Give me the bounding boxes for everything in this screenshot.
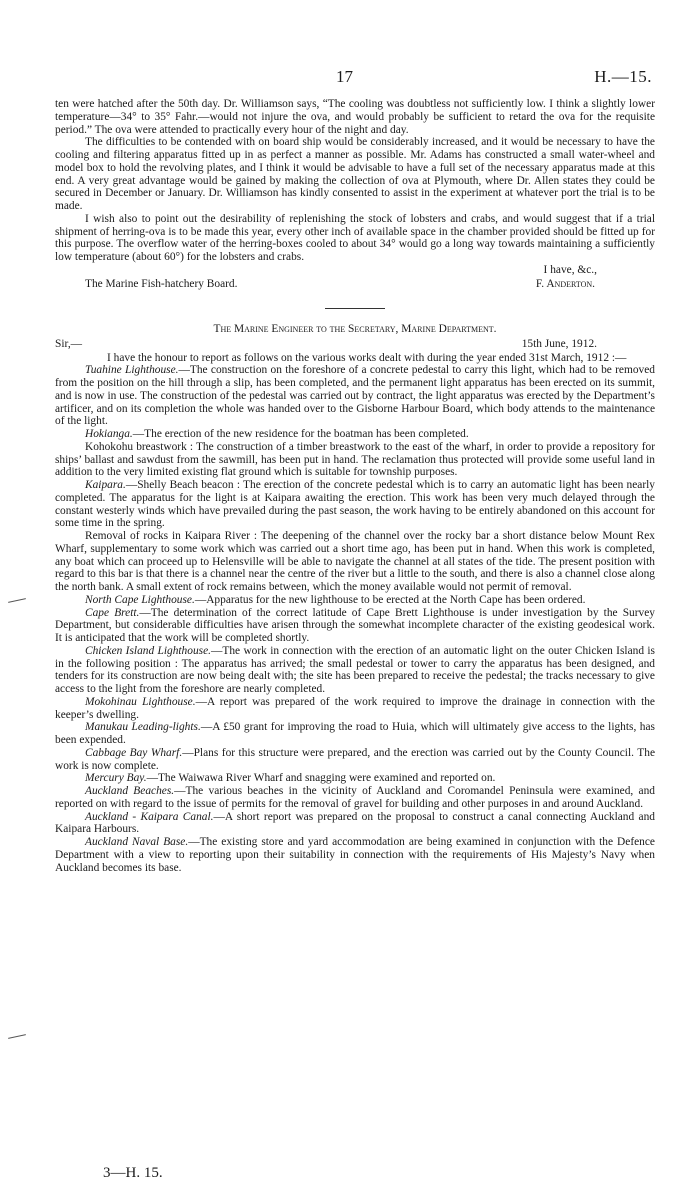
item-text: —Apparatus for the new lighthouse to be erected at the North Cape has been ordered. — [194, 593, 586, 606]
report-item — [55, 364, 655, 428]
item-text: Removal of rocks in Kaipara River : The deepening of the channel over the rocky bar a short distance below Mount Rex Wharf, supplementary to some work which was carried out a short time ago, has been put in hand. When this work is completed, any boat which can proceed up to Helensville will be able to navigate the channel at all states of the tide. The present position with regard to this bar is that there is a channel near the centre of the river but a little to the south, and there is also a channel close along the north bank. A small extent of rock remains between, which the money available would not permit of removal. — [55, 530, 655, 593]
item-text: —Plans for this structure were prepared, and the erection was carried out by the County Council. The work is now complete. — [55, 746, 655, 772]
item-title: Auckland Naval Base. — [85, 836, 189, 848]
page-number: 17 — [336, 67, 353, 86]
item-text: —The determination of the correct latitude of Cape Brett Lighthouse is under investigation by the Survey Department, but considerable difficulties have arisen through the somewhat incomplete character of the existing geodesical work. It is anticipated that the work will be completed shortly. — [55, 606, 655, 644]
item-title: Tuahine Lighthouse. — [85, 364, 179, 377]
letter-anderton — [55, 98, 655, 294]
item-title: Auckland Beaches. — [85, 785, 175, 797]
series-code: H.—15. — [594, 67, 652, 86]
item-title: Cabbage Bay Wharf. — [85, 746, 183, 759]
salutation-row — [55, 338, 655, 352]
item-text: —The Waiwawa River Wharf and snagging were examined and reported on. — [146, 772, 496, 785]
item-text: —The work in connection with the erection of an automatic light on the outer Chicken Island is in the following position : The apparatus has arrived; the small pedestal or tower to carry the apparatus has been designed, and tenders for its construction are now being dealt with; the site has been prepared to receive the pedestal; the tracks necessary to give access to the light from the foreshore are nearly completed. — [55, 644, 655, 695]
report-item — [55, 747, 655, 773]
body-text — [55, 98, 655, 874]
item-title: Mercury Bay. — [85, 772, 147, 785]
report-item — [55, 696, 655, 722]
margin-pen-mark — [8, 1034, 26, 1039]
paragraph: ten were hatched after the 50th day. Dr. Williamson says, “The cooling was doubtless not sufficiently low. I think a slightly lower temperature—34° to 35° Fahr.—would not injure the ova, and would probably be sufficient to retard the ova for the requisite period.” The ova were attended to practically every hour of the night and day. — [55, 98, 655, 136]
item-text: —Shelly Beach beacon : The erection of the concrete pedestal which is to carry an automatic light has been nearly completed. The apparatus for the light is at Kaipara awaiting the erection. This work has been very much delayed through the constant westerly winds which have prevailed during the past season, the work having to be entirely abandoned on this account for some time in the spring. — [55, 479, 655, 530]
footer-code: 3—H. 15. — [103, 1165, 163, 1181]
report-item — [55, 772, 655, 785]
item-title: Manukau Leading-lights. — [85, 721, 201, 734]
paragraph: The difficulties to be contended with on board ship would be considerably increased, and it would be necessary to have the cooling and filtering apparatus fitted up in as perfect a manner as possible. Mr. Adams has constructed a small water-wheel and model box to hold the revolving plates, and I think it would be advisable to have a full set of the necessary apparatus made at this end. A very great advantage would be gained by making the collection of ova at Plymouth, where Dr. Allen states they could be secured in December or January. Dr. Williamson has kindly consented to assist in the experiment at whatever port the trial is to be made. — [55, 136, 655, 212]
letter-heading: The Marine Engineer to the Secretary, Marine Department. — [213, 322, 497, 335]
letter-closing — [55, 264, 655, 294]
addressee: The Marine Fish-hatchery Board. — [85, 277, 238, 290]
item-text: —A report was prepared of the work required to improve the drainage in connection with the keeper’s dwelling. — [55, 695, 655, 721]
letter-marine-engineer — [55, 323, 655, 875]
item-title: Kaipara. — [85, 479, 126, 491]
item-text: Kohokohu breastwork : The construction of a timber breastwork to the east of the wharf, in order to provide a repository for ships’ ballast and sawdust from the sawmill, has been put in hand. The reclamation thus protected will provide some useful land in addition to the very limited existing flat ground which is suitable for township purposes. — [55, 440, 655, 479]
salutation: Sir,— — [55, 337, 83, 350]
report-item — [55, 479, 655, 530]
report-item — [55, 607, 655, 645]
item-title: Chicken Island Lighthouse. — [85, 644, 211, 657]
item-text: —The existing store and yard accommodation are being examined in conjunction with the Defence Department with a view to reporting upon their suitability in connection with the requirements of His Majesty’s Navy when Auckland becomes its base. — [55, 836, 655, 874]
margin-pen-mark — [8, 598, 26, 603]
report-item — [55, 594, 655, 607]
item-title: North Cape Lighthouse. — [85, 593, 195, 606]
report-item — [55, 530, 655, 594]
item-text: —The various beaches in the vicinity of Auckland and Coromandel Peninsula were examined, and reported on with regard to the issue of permits for the removal of gravel for building and other purposes in and around Auckland. — [55, 785, 655, 810]
page-header — [0, 67, 700, 91]
item-text: —A short report was prepared on the proposal to construct a canal connecting Auckland and Kaipara Harbours. — [55, 810, 655, 836]
closing-phrase: I have, &c., — [543, 263, 597, 276]
report-item — [55, 836, 655, 874]
paragraph: I wish also to point out the desirability of replenishing the stock of lobsters and crabs, and would suggest that if a trial shipment of herring-ova is to be made this year, every other inch of available space in the chamber provided should be fitted up for this purpose. The overflow water of the herring-boxes cooled to about 34° would go a long way towards maintaining a sufficiently low temperature (about 60°) for the lobsters and crabs. — [55, 212, 655, 263]
item-title: Hokianga. — [85, 428, 133, 440]
item-text: —The erection of the new residence for the boatman has been completed. — [132, 428, 469, 440]
report-item — [55, 811, 655, 837]
report-item — [55, 721, 655, 747]
report-item — [55, 785, 655, 811]
letter-date: 15th June, 1912. — [521, 337, 597, 350]
signature: F. Anderton. — [535, 277, 595, 290]
report-item — [55, 428, 655, 441]
item-title: Auckland - Kaipara Canal. — [85, 810, 214, 823]
item-title: Cape Brett. — [85, 606, 140, 619]
item-title: Mokohinau Lighthouse. — [85, 695, 196, 708]
item-text: —A £50 grant for improving the road to Huia, which will ultimately give access to the lights, has been expended. — [55, 721, 655, 746]
report-item — [55, 441, 655, 479]
intro-paragraph: I have the honour to report as follows on the various works dealt with during the year ended 31st March, 1912 :— — [107, 351, 627, 364]
report-item — [55, 645, 655, 696]
item-text: —The construction on the foreshore of a concrete pedestal to carry this light, which had to be removed from the position on the hill through a slip, has been completed, and the permanent light apparatus has been erected on its summit, and is now in use. The construction of the pedestal was carried out by contract, the light apparatus was erected by the Department’s artificer, and on its completion the whole was handed over to the Gisborne Harbour Board, which body attends to the maintenance of the light. — [55, 364, 655, 428]
section-divider — [325, 308, 385, 309]
